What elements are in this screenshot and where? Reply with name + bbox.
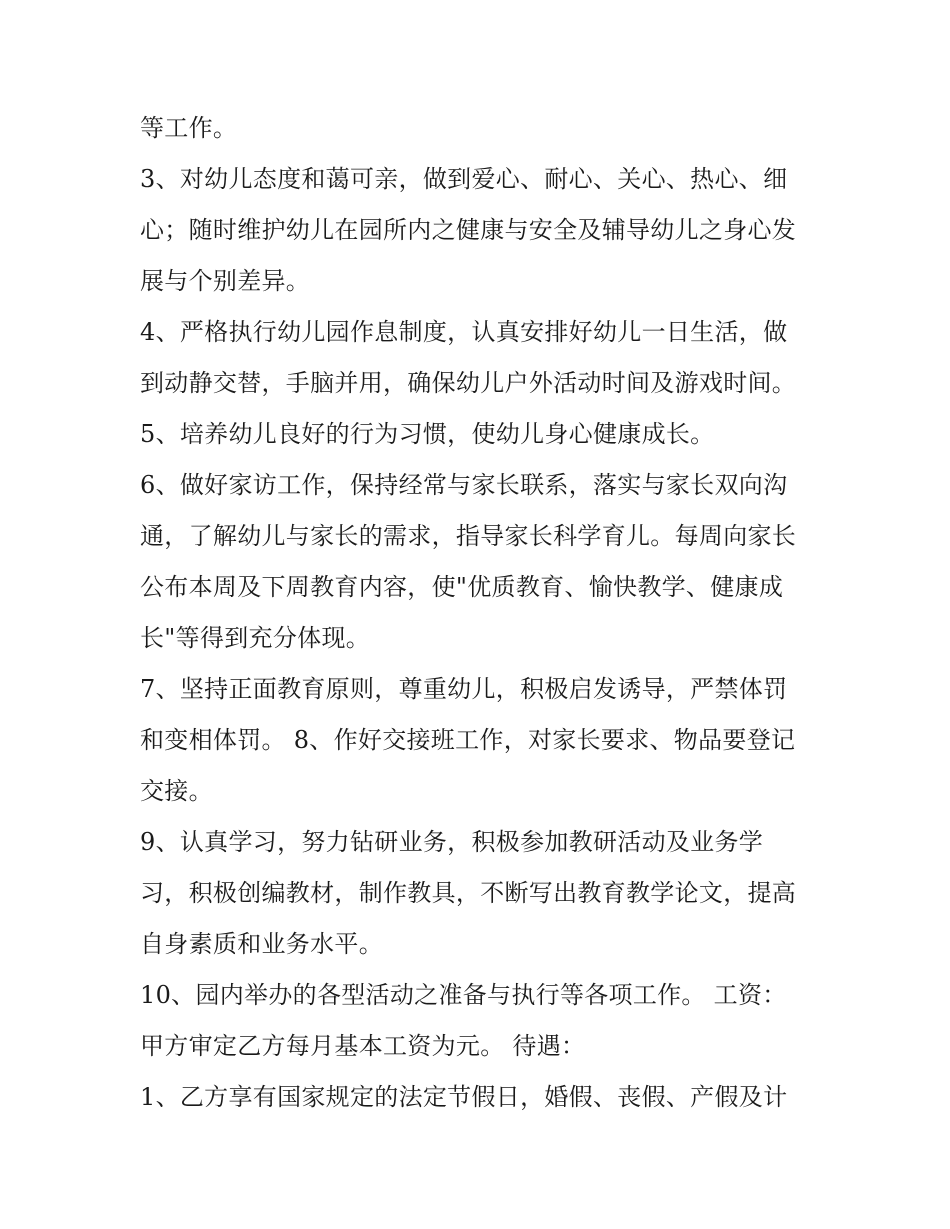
text-line: 自身素质和业务水平。 xyxy=(140,930,383,958)
text-line: 展与个别差异。 xyxy=(140,267,311,295)
text-line: 长"等得到充分体现。 xyxy=(140,624,371,652)
text-line: 到动静交替，手脑并用，确保幼儿户外活动时间及游戏时间。 xyxy=(140,369,797,397)
text-line: 习，积极创编教材，制作教具，不断写出教育教学论文，提高 xyxy=(140,879,797,907)
text-line: 3、对幼儿态度和蔼可亲，做到爱心、耐心、关心、热心、细 xyxy=(140,165,788,193)
text-line: 10、园内举办的各型活动之准备与执行等各项工作。 工资： xyxy=(140,981,787,1009)
text-line: 心；随时维护幼儿在园所内之健康与安全及辅导幼儿之身心发 xyxy=(140,216,797,244)
text-line: 6、做好家访工作，保持经常与家长联系，落实与家长双向沟 xyxy=(140,471,788,499)
text-line: 交接。 xyxy=(140,777,213,805)
text-line: 公布本周及下周教育内容，使"优质教育、愉快教学、健康成 xyxy=(140,573,784,601)
text-line: 通，了解幼儿与家长的需求，指导家长科学育儿。每周向家长 xyxy=(140,522,797,550)
text-line: 9、认真学习，努力钻研业务，积极参加教研活动及业务学 xyxy=(140,828,764,856)
text-line: 5、培养幼儿良好的行为习惯，使幼儿身心健康成长。 xyxy=(140,420,715,448)
text-line: 甲方审定乙方每月基本工资为元。 待遇： xyxy=(140,1032,586,1060)
text-line: 1、乙方享有国家规定的法定节假日，婚假、丧假、产假及计 xyxy=(140,1083,788,1111)
text-line: 和变相体罚。 8、作好交接班工作，对家长要求、物品要登记 xyxy=(140,726,796,754)
text-line: 4、严格执行幼儿园作息制度，认真安排好幼儿一日生活，做 xyxy=(140,318,788,346)
text-line: 7、坚持正面教育原则，尊重幼儿，积极启发诱导，严禁体罚 xyxy=(140,675,788,703)
text-line: 等工作。 xyxy=(140,114,238,142)
